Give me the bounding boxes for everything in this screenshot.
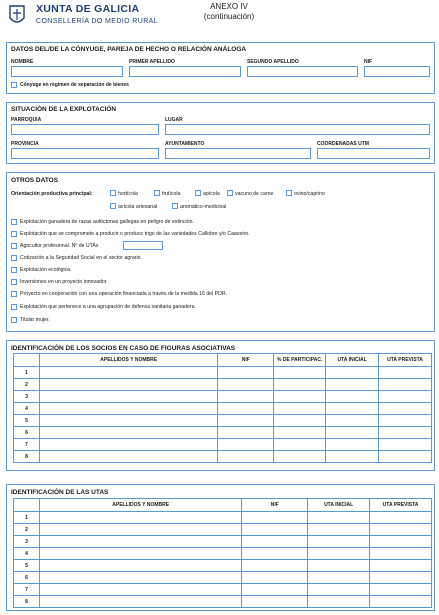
uta-expected-cell[interactable]	[370, 548, 432, 560]
council-label: AYUNTAMIENTO	[165, 141, 205, 147]
orientation-horticola-checkbox[interactable]	[110, 190, 116, 196]
name-cell[interactable]	[39, 560, 241, 572]
table-row	[14, 403, 432, 415]
orientation-vacuno-label: vacuno de carne	[235, 191, 274, 197]
participation-cell[interactable]	[274, 415, 326, 427]
parish-label: PARROQUIA	[11, 117, 42, 123]
orientation-label: Orientación productiva principal:	[11, 191, 93, 197]
nif-cell[interactable]	[218, 391, 274, 403]
table-row	[14, 560, 432, 572]
other-data-section	[6, 172, 435, 332]
check-native-breeds-label: Explotación ganadera de razas autóctonas gallegas en peligro de extinción.	[20, 219, 194, 225]
nif-cell[interactable]	[218, 415, 274, 427]
council-field[interactable]	[165, 148, 311, 159]
table-row	[14, 415, 432, 427]
orientation-avicola-label: avícola artesanal	[118, 204, 158, 210]
uta-initial-cell[interactable]	[308, 524, 370, 536]
participation-cell[interactable]	[274, 379, 326, 391]
uta-initial-cell[interactable]	[326, 451, 379, 463]
partners-header-row	[14, 354, 432, 367]
utas-col-uta-expected: UTA PREVISTA	[370, 499, 432, 512]
participation-cell[interactable]	[274, 367, 326, 379]
name-cell[interactable]	[39, 391, 218, 403]
nif-cell[interactable]	[218, 427, 274, 439]
utas-col-nif: NIF	[242, 499, 308, 512]
row-number: 8	[14, 451, 40, 463]
participation-cell[interactable]	[274, 451, 326, 463]
uta-expected-cell[interactable]	[370, 524, 432, 536]
name-cell[interactable]	[39, 451, 218, 463]
uta-expected-cell[interactable]	[370, 536, 432, 548]
table-row	[14, 548, 432, 560]
check-organic-label: Explotación ecológica.	[20, 267, 72, 273]
partners-section-title: IDENTIFICACIÓN DE LOS SOCIOS EN CASO DE FIGURAS ASOCIATIVAS	[11, 345, 236, 352]
partners-col-participation: % DE PARTICIPAC.	[274, 354, 326, 367]
orientation-avicola-checkbox[interactable]	[110, 203, 116, 209]
province-field[interactable]	[11, 148, 159, 159]
check-cooperation-project[interactable]	[11, 291, 17, 297]
uta-initial-cell[interactable]	[326, 415, 379, 427]
nif-cell[interactable]	[242, 572, 308, 584]
name-cell[interactable]	[39, 536, 241, 548]
uta-initial-cell[interactable]	[326, 403, 379, 415]
check-professional-farmer-label: Agricultor profesional. Nº de UTAs	[20, 243, 99, 249]
uta-initial-cell[interactable]	[326, 391, 379, 403]
name-cell[interactable]	[39, 572, 241, 584]
utas-header-row	[14, 499, 432, 512]
check-female-holder-label: Titular mujer.	[20, 317, 50, 323]
partners-col-nif: NIF	[218, 354, 274, 367]
check-cooperation-project-label: Proyecto en cooperación con una operación financiada a través de la medida 16 del PDR.	[20, 291, 228, 297]
table-row	[14, 596, 432, 608]
uta-initial-cell[interactable]	[326, 367, 379, 379]
table-row	[14, 524, 432, 536]
row-number: 3	[14, 391, 40, 403]
uta-expected-cell[interactable]	[379, 367, 432, 379]
check-wheat-varieties[interactable]	[11, 231, 17, 237]
name-cell[interactable]	[39, 548, 241, 560]
uta-initial-cell[interactable]	[308, 596, 370, 608]
uta-expected-cell[interactable]	[379, 379, 432, 391]
table-row	[14, 451, 432, 463]
spouse-section-title: DATOS DEL/DE LA CÓNYUGE, PAREJA DE HECHO O RELACIÓN ANÁLOGA	[11, 46, 247, 53]
nif-cell[interactable]	[242, 536, 308, 548]
row-number: 2	[14, 379, 40, 391]
name-cell[interactable]	[39, 439, 218, 451]
xunta-logo-icon	[8, 4, 26, 28]
nif-cell[interactable]	[242, 524, 308, 536]
uta-initial-cell[interactable]	[326, 427, 379, 439]
participation-cell[interactable]	[274, 427, 326, 439]
nif-cell[interactable]	[218, 403, 274, 415]
check-social-security[interactable]	[11, 255, 17, 261]
row-number: 7	[14, 584, 40, 596]
table-row	[14, 584, 432, 596]
uta-initial-cell[interactable]	[308, 548, 370, 560]
separation-label: Cónyuge en régimen de separación de bienes	[20, 82, 129, 88]
nif-cell[interactable]	[218, 379, 274, 391]
parish-field[interactable]	[11, 124, 159, 135]
uta-expected-cell[interactable]	[379, 391, 432, 403]
name-cell[interactable]	[39, 524, 241, 536]
row-number: 4	[14, 403, 40, 415]
coords-label: COORDENADAS UTM	[317, 141, 369, 147]
check-female-holder[interactable]	[11, 317, 17, 323]
uta-expected-cell[interactable]	[379, 415, 432, 427]
row-number: 1	[14, 512, 40, 524]
table-row	[14, 379, 432, 391]
row-number: 7	[14, 439, 40, 451]
spouse-name-field[interactable]	[11, 66, 123, 77]
partners-col-uta-initial: UTA INICIAL	[326, 354, 379, 367]
table-row	[14, 512, 432, 524]
uta-expected-cell[interactable]	[379, 439, 432, 451]
orientation-vacuno-checkbox[interactable]	[227, 190, 233, 196]
brand-subtitle: CONSELLERÍA DO MEDIO RURAL	[36, 18, 159, 25]
orientation-aromatico-label: aromático-medicinal	[180, 204, 227, 210]
name-cell[interactable]	[39, 403, 218, 415]
row-number: 4	[14, 548, 40, 560]
spouse-nif-label: NIF	[364, 59, 373, 65]
orientation-horticola-label: hortícola	[118, 191, 138, 197]
orientation-ovino-label: ovino/caprino	[294, 191, 325, 197]
row-number: 3	[14, 536, 40, 548]
uta-initial-cell[interactable]	[326, 439, 379, 451]
other-data-section-title: OTROS DATOS	[11, 177, 59, 184]
check-innovative-project[interactable]	[11, 279, 17, 285]
uta-expected-cell[interactable]	[370, 512, 432, 524]
check-organic[interactable]	[11, 267, 17, 273]
uta-expected-cell[interactable]	[379, 403, 432, 415]
table-row	[14, 572, 432, 584]
name-cell[interactable]	[39, 596, 241, 608]
page-header	[6, 2, 436, 36]
row-number: 8	[14, 596, 40, 608]
location-section-title: SITUACIÓN DE LA EXPLOTACIÓN	[11, 106, 117, 113]
table-row	[14, 439, 432, 451]
name-cell[interactable]	[39, 584, 241, 596]
check-social-security-label: Cotización a la Seguridad Social en el sector agrario.	[20, 255, 142, 261]
table-row	[14, 427, 432, 439]
uta-expected-cell[interactable]	[370, 560, 432, 572]
uta-initial-cell[interactable]	[308, 512, 370, 524]
annex-heading	[199, 2, 259, 22]
utas-table	[13, 498, 432, 608]
partners-table	[13, 353, 432, 463]
brand-title: XUNTA DE GALICIA	[36, 3, 140, 15]
utas-number-field[interactable]	[123, 241, 163, 250]
spouse-name-label: NOMBRE	[11, 59, 34, 65]
name-cell[interactable]	[39, 427, 218, 439]
uta-expected-cell[interactable]	[370, 572, 432, 584]
row-number: 6	[14, 572, 40, 584]
partners-col-number	[14, 354, 40, 367]
partners-section	[6, 340, 435, 471]
location-section	[6, 102, 435, 164]
annex-title: ANEXO IV	[210, 2, 248, 11]
partners-col-uta-expected: UTA PREVISTA	[379, 354, 432, 367]
uta-expected-cell[interactable]	[379, 427, 432, 439]
row-number: 2	[14, 524, 40, 536]
name-cell[interactable]	[39, 379, 218, 391]
coords-field[interactable]	[317, 148, 430, 159]
nif-cell[interactable]	[242, 596, 308, 608]
uta-expected-cell[interactable]	[379, 451, 432, 463]
nif-cell[interactable]	[218, 367, 274, 379]
orientation-fruticola-checkbox[interactable]	[154, 190, 160, 196]
utas-section	[6, 484, 435, 611]
partners-col-name: APELLIDOS Y NOMBRE	[39, 354, 218, 367]
annex-subtitle: (continuación)	[203, 12, 255, 21]
orientation-aromatico-checkbox[interactable]	[172, 203, 178, 209]
uta-initial-cell[interactable]	[308, 572, 370, 584]
place-field[interactable]	[165, 124, 430, 135]
participation-cell[interactable]	[274, 439, 326, 451]
uta-initial-cell[interactable]	[326, 379, 379, 391]
row-number: 6	[14, 427, 40, 439]
participation-cell[interactable]	[274, 403, 326, 415]
orientation-apicola-label: apícola	[203, 191, 220, 197]
orientation-fruticola-label: frutícola	[162, 191, 181, 197]
check-sanitary-group[interactable]	[11, 304, 17, 310]
province-label: PROVINCIA	[11, 141, 39, 147]
table-row	[14, 536, 432, 548]
uta-expected-cell[interactable]	[370, 596, 432, 608]
spouse-surname2-field[interactable]	[247, 66, 358, 77]
nif-cell[interactable]	[242, 560, 308, 572]
name-cell[interactable]	[39, 512, 241, 524]
utas-section-title: IDENTIFICACIÓN DE LAS UTAS	[11, 489, 109, 496]
orientation-ovino-checkbox[interactable]	[286, 190, 292, 196]
row-number: 5	[14, 560, 40, 572]
spouse-surname1-field[interactable]	[129, 66, 241, 77]
spouse-surname1-label: PRIMER APELLIDO	[129, 59, 175, 65]
spouse-surname2-label: SEGUNDO APELLIDO	[247, 59, 299, 65]
utas-col-name: APELLIDOS Y NOMBRE	[39, 499, 241, 512]
table-row	[14, 391, 432, 403]
check-sanitary-group-label: Explotación que pertenece a una agrupación de defensa sanitaria ganadera.	[20, 304, 196, 310]
uta-initial-cell[interactable]	[308, 584, 370, 596]
nif-cell[interactable]	[242, 584, 308, 596]
check-innovative-project-label: Inversiones en un proyecto innovador.	[20, 279, 108, 285]
orientation-apicola-checkbox[interactable]	[195, 190, 201, 196]
spouse-nif-field[interactable]	[364, 66, 430, 77]
nif-cell[interactable]	[218, 439, 274, 451]
place-label: LUGAR	[165, 117, 183, 123]
participation-cell[interactable]	[274, 391, 326, 403]
uta-initial-cell[interactable]	[308, 560, 370, 572]
table-row	[14, 367, 432, 379]
nif-cell[interactable]	[242, 548, 308, 560]
uta-expected-cell[interactable]	[370, 584, 432, 596]
name-cell[interactable]	[39, 367, 218, 379]
utas-col-number	[14, 499, 40, 512]
check-native-breeds[interactable]	[11, 219, 17, 225]
nif-cell[interactable]	[242, 512, 308, 524]
nif-cell[interactable]	[218, 451, 274, 463]
check-professional-farmer[interactable]	[11, 243, 17, 249]
spouse-section	[6, 42, 435, 94]
row-number: 1	[14, 367, 40, 379]
check-wheat-varieties-label: Explotación que se compromete a producir o produce trigo de las variedades Callobre y/o Caaveiro.	[20, 231, 250, 237]
uta-initial-cell[interactable]	[308, 536, 370, 548]
utas-col-uta-initial: UTA INICIAL	[308, 499, 370, 512]
row-number: 5	[14, 415, 40, 427]
name-cell[interactable]	[39, 415, 218, 427]
separation-checkbox[interactable]	[11, 82, 17, 88]
